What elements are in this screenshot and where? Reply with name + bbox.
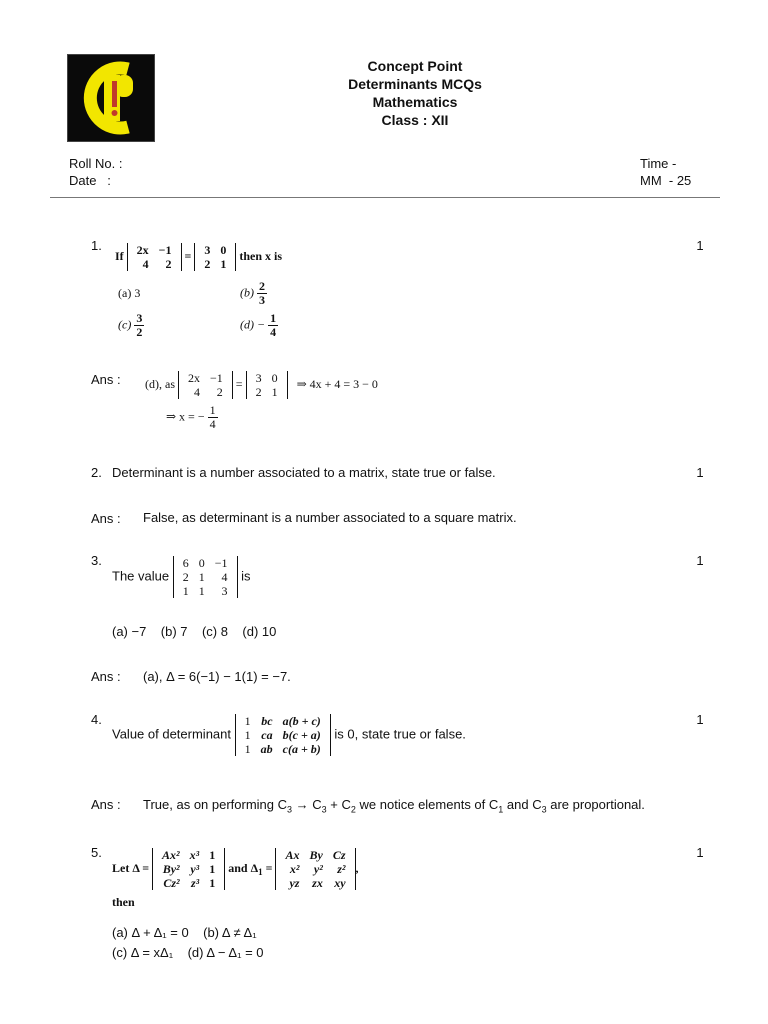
option-b: (b) $\frac{2}{3}$ — [240, 279, 265, 307]
answer-3-text: (a), Δ = 6(−1) − 1(1) = −7. — [143, 669, 291, 684]
answer-label: Ans : — [91, 511, 121, 526]
question-5-options-line-1: (a) Δ + Δ₁ = 0 (b) Δ ≠ Δ₁ — [112, 925, 257, 940]
concept-point-logo — [67, 54, 155, 142]
answer-2-text: False, as determinant is a number associated to a square matrix. — [143, 510, 517, 525]
question-number: 5. — [91, 845, 102, 860]
header-class: Class : XII — [381, 112, 449, 128]
determinant-matrix: 6 0 −1 2 1 4 1 1 3 — [173, 556, 238, 598]
question-marks: 1 — [696, 845, 704, 860]
question-5-options-line-2: (c) Δ = xΔ₁ (d) Δ − Δ₁ = 0 — [112, 945, 264, 960]
question-number: 2. — [91, 465, 102, 480]
determinant-matrix: 2x −1 4 2 — [178, 371, 233, 399]
determinant-matrix: 3 0 2 1 — [246, 371, 288, 399]
header-divider — [50, 197, 720, 198]
date-label: Date : — [69, 173, 111, 188]
question-marks: 1 — [696, 465, 704, 480]
question-number: 4. — [91, 712, 102, 727]
determinant-matrix: Ax² x³ 1 By² y³ 1 Cz² z³ 1 — [152, 848, 225, 890]
question-5-then: then — [112, 895, 135, 909]
question-number: 1. — [91, 238, 102, 253]
determinant-matrix: 2x −1 4 2 — [127, 243, 182, 271]
question-1-statement: If 2x −1 4 2 = 3 0 2 1 then x is — [115, 243, 283, 271]
question-5-statement: Let Δ = Ax² x³ 1 By² y³ 1 Cz² z³ 1 and $\Delta_1$ = Ax By Cz x² y² z² yz zx xy , — [112, 848, 359, 890]
question-3-statement: The value 6 0 −1 2 1 4 1 1 3 is — [112, 556, 251, 598]
answer-label: Ans : — [91, 669, 121, 684]
question-3-options: (a) −7 (b) 7 (c) 8 (d) 10 — [112, 624, 277, 639]
header-title: Concept Point — [367, 58, 463, 74]
determinant-matrix: Ax By Cz x² y² z² yz zx xy — [275, 848, 355, 890]
question-marks: 1 — [696, 553, 704, 568]
if-word: If — [115, 248, 124, 263]
max-marks-label: MM - 25 — [640, 173, 692, 188]
question-4-statement: Value of determinant 1 bc a(b + c) 1 ca b(c + a) 1 ab c(a + b) is 0, state true or false. — [112, 714, 466, 756]
header-subtitle: Determinants MCQs — [348, 76, 482, 92]
option-c: (c) $\frac{3}{2}$ — [118, 311, 143, 339]
answer-4-text: True, as on performing $C_3 \to C_3 + C_2$ we notice elements of $C_1$ and $C_3$ are proportional. — [143, 797, 645, 815]
option-a: (a) 3 — [118, 286, 141, 300]
answer-label: Ans : — [91, 372, 121, 387]
answer-label: Ans : — [91, 797, 121, 812]
then-text: then x is — [239, 248, 283, 263]
header-subject: Mathematics — [372, 94, 458, 110]
answer-1-work: (d), as 2x −1 4 2 = 3 0 2 1 ⇒ 4x + 4 = 3 − 0 — [145, 371, 378, 399]
determinant-matrix: 3 0 2 1 — [194, 243, 236, 271]
answer-1-result: ⇒ x = − $\frac{1}{4}$ — [166, 403, 216, 431]
option-d: (d) − $\frac{1}{4}$ — [240, 311, 277, 339]
roll-number-label: Roll No. : — [69, 156, 123, 171]
determinant-matrix: 1 bc a(b + c) 1 ca b(c + a) 1 ab c(a + b) — [235, 714, 331, 756]
question-2-text: Determinant is a number associated to a matrix, state true or false. — [112, 465, 496, 480]
question-number: 3. — [91, 553, 102, 568]
question-marks: 1 — [696, 712, 704, 727]
logo-graphic — [68, 55, 154, 141]
question-marks: 1 — [696, 238, 704, 253]
time-label: Time - — [640, 156, 677, 171]
